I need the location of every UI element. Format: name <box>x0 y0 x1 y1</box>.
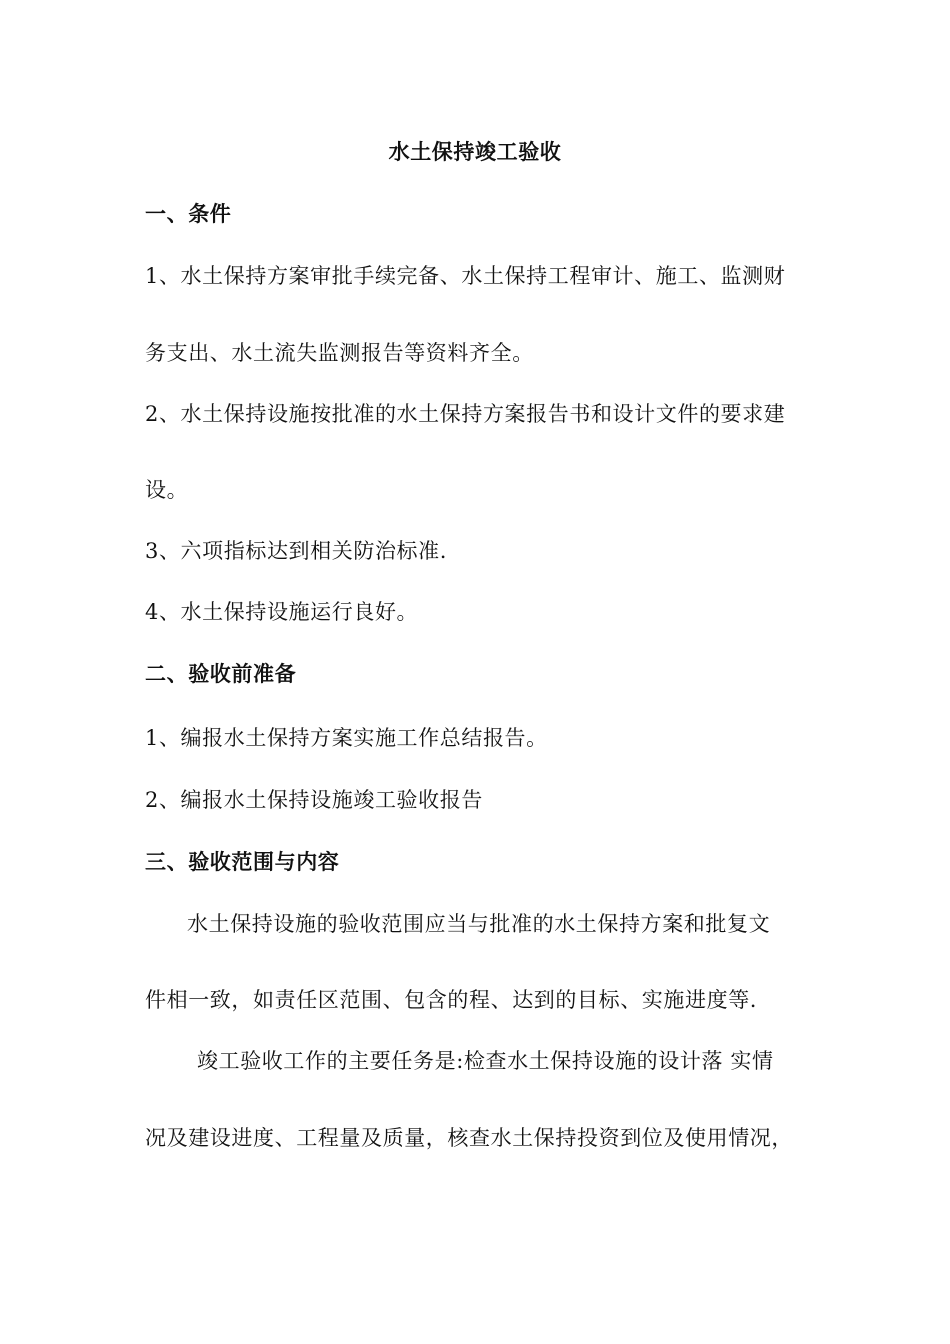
section-heading-preparation: 二、验收前准备 <box>145 662 297 686</box>
section-heading-scope: 三、验收范围与内容 <box>145 850 340 874</box>
paragraph-line: 1、编报水土保持方案实施工作总结报告。 <box>145 726 548 750</box>
paragraph-line: 件相一致，如责任区范围、包含的程、达到的目标、实施进度等. <box>145 988 758 1012</box>
paragraph-line: 1、水土保持方案审批手续完备、水土保持工程审计、施工、监测财 <box>145 264 786 288</box>
paragraph-line: 3、六项指标达到相关防治标准. <box>145 539 448 563</box>
paragraph-line: 4、水土保持设施运行良好。 <box>145 600 419 624</box>
paragraph-line: 2、水土保持设施按批准的水土保持方案报告书和设计文件的要求建 <box>145 402 786 426</box>
document-title: 水土保持竣工验收 <box>388 140 562 164</box>
paragraph-line: 2、编报水土保持设施竣工验收报告 <box>145 788 483 812</box>
paragraph-line: 设。 <box>145 478 189 502</box>
section-heading-conditions: 一、条件 <box>145 202 232 226</box>
paragraph-line: 水土保持设施的验收范围应当与批准的水土保持方案和批复文 <box>187 912 771 936</box>
paragraph-line: 务支出、水土流失监测报告等资料齐全。 <box>145 341 534 365</box>
paragraph-line: 况及建设进度、工程量及质量，核查水土保持投资到位及使用情况， <box>145 1126 793 1150</box>
paragraph-line: 竣工验收工作的主要任务是:检查水土保持设施的设计落 实情 <box>197 1049 774 1073</box>
